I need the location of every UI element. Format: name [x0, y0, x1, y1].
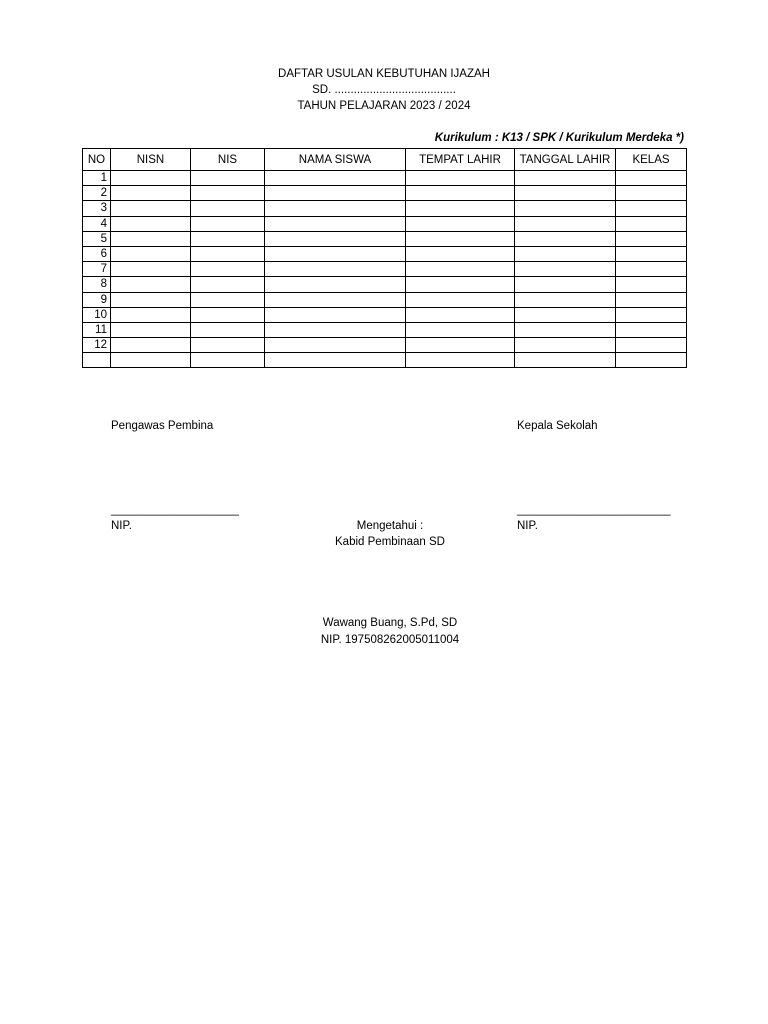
- row-number-cell: 7: [83, 262, 111, 277]
- column-header: KELAS: [616, 149, 687, 171]
- empty-cell: [406, 338, 515, 353]
- table-row: [83, 277, 687, 292]
- empty-cell: [111, 246, 191, 261]
- empty-cell: [515, 171, 616, 186]
- empty-cell: [616, 231, 687, 246]
- empty-cell: [515, 322, 616, 337]
- empty-cell: [265, 201, 406, 216]
- empty-cell: [265, 292, 406, 307]
- principal-nip: NIP.: [517, 520, 538, 532]
- empty-cell: [406, 277, 515, 292]
- empty-cell: [406, 186, 515, 201]
- academic-year: TAHUN PELAJARAN 2023 / 2024: [297, 100, 471, 112]
- empty-cell: [111, 353, 191, 368]
- empty-cell: [265, 338, 406, 353]
- empty-cell: [406, 201, 515, 216]
- table-header-row: [83, 149, 687, 171]
- row-number-cell: 6: [83, 246, 111, 261]
- row-number-cell: 11: [83, 322, 111, 337]
- empty-cell: [191, 277, 265, 292]
- empty-cell: [191, 262, 265, 277]
- row-number-cell: 2: [83, 186, 111, 201]
- empty-cell: [616, 201, 687, 216]
- empty-cell: [406, 262, 515, 277]
- empty-cell: [515, 246, 616, 261]
- empty-cell: [515, 338, 616, 353]
- student-table: [82, 148, 687, 368]
- empty-cell: [111, 262, 191, 277]
- empty-cell: [191, 353, 265, 368]
- empty-cell: [111, 277, 191, 292]
- empty-cell: [406, 246, 515, 261]
- row-number-cell: 1: [83, 171, 111, 186]
- table-row: [83, 307, 687, 322]
- empty-cell: [515, 277, 616, 292]
- table-row: [83, 322, 687, 337]
- empty-cell: [515, 292, 616, 307]
- principal-title: Kepala Sekolah: [517, 420, 598, 432]
- school-name-line: SD. ......................................: [312, 84, 456, 96]
- empty-cell: [191, 186, 265, 201]
- supervisor-title: Pengawas Pembina: [111, 420, 214, 432]
- empty-cell: [191, 171, 265, 186]
- table-row: [83, 353, 687, 368]
- row-number-cell: 8: [83, 277, 111, 292]
- empty-cell: [616, 307, 687, 322]
- empty-cell: [406, 231, 515, 246]
- table-row: [83, 292, 687, 307]
- empty-cell: [191, 246, 265, 261]
- empty-cell: [265, 246, 406, 261]
- empty-cell: [406, 292, 515, 307]
- empty-cell: [111, 231, 191, 246]
- row-number-cell: 3: [83, 201, 111, 216]
- empty-cell: [515, 201, 616, 216]
- empty-cell: [191, 307, 265, 322]
- row-number-cell: 10: [83, 307, 111, 322]
- table-row: [83, 338, 687, 353]
- empty-cell: [515, 353, 616, 368]
- empty-cell: [616, 277, 687, 292]
- empty-cell: [406, 322, 515, 337]
- empty-cell: [191, 292, 265, 307]
- empty-cell: [616, 338, 687, 353]
- table-body: [83, 171, 687, 368]
- empty-cell: [515, 307, 616, 322]
- empty-cell: [616, 262, 687, 277]
- document-title: DAFTAR USULAN KEBUTUHAN IJAZAH: [278, 68, 490, 80]
- column-header: NISN: [111, 149, 191, 171]
- empty-cell: [616, 216, 687, 231]
- row-number-cell: 5: [83, 231, 111, 246]
- empty-cell: [191, 322, 265, 337]
- column-header: TEMPAT LAHIR: [406, 149, 515, 171]
- official-name: Wawang Buang, S.Pd, SD: [322, 617, 458, 629]
- empty-cell: [616, 292, 687, 307]
- row-number-cell: 12: [83, 338, 111, 353]
- table-row: [83, 246, 687, 261]
- row-number-cell: 4: [83, 216, 111, 231]
- empty-cell: [111, 307, 191, 322]
- empty-cell: [265, 307, 406, 322]
- table-row: [83, 216, 687, 231]
- table-row: [83, 231, 687, 246]
- empty-cell: [265, 186, 406, 201]
- curriculum-note: Kurikulum : K13 / SPK / Kurikulum Merdeka *): [434, 132, 684, 144]
- acknowledge-role: Kabid Pembinaan SD: [335, 536, 445, 548]
- empty-cell: [616, 186, 687, 201]
- empty-cell: [616, 322, 687, 337]
- empty-cell: [616, 171, 687, 186]
- empty-cell: [265, 171, 406, 186]
- empty-cell: [111, 338, 191, 353]
- empty-cell: [616, 246, 687, 261]
- empty-cell: [406, 307, 515, 322]
- empty-cell: [265, 277, 406, 292]
- empty-cell: [515, 262, 616, 277]
- empty-cell: [111, 201, 191, 216]
- empty-cell: [406, 216, 515, 231]
- row-number-cell: 9: [83, 292, 111, 307]
- principal-signature-line: ________________________: [517, 504, 671, 516]
- empty-cell: [111, 171, 191, 186]
- supervisor-nip: NIP.: [111, 520, 132, 532]
- empty-cell: [111, 186, 191, 201]
- column-header: NIS: [191, 149, 265, 171]
- empty-cell: [406, 353, 515, 368]
- empty-cell: [265, 353, 406, 368]
- empty-cell: [265, 216, 406, 231]
- empty-cell: [111, 322, 191, 337]
- row-number-cell: [83, 353, 111, 368]
- empty-cell: [406, 171, 515, 186]
- empty-cell: [191, 216, 265, 231]
- table-row: [83, 262, 687, 277]
- empty-cell: [265, 262, 406, 277]
- empty-cell: [265, 322, 406, 337]
- official-nip: NIP. 197508262005011004: [320, 634, 460, 646]
- empty-cell: [111, 292, 191, 307]
- empty-cell: [191, 201, 265, 216]
- supervisor-signature-line: ____________________: [111, 504, 239, 516]
- empty-cell: [111, 216, 191, 231]
- column-header: NO: [83, 149, 111, 171]
- table-row: [83, 171, 687, 186]
- empty-cell: [265, 231, 406, 246]
- empty-cell: [515, 216, 616, 231]
- empty-cell: [191, 231, 265, 246]
- column-header: TANGGAL LAHIR: [515, 149, 616, 171]
- empty-cell: [515, 186, 616, 201]
- acknowledge-label: Mengetahui :: [356, 520, 424, 532]
- table-row: [83, 201, 687, 216]
- table-row: [83, 186, 687, 201]
- empty-cell: [191, 338, 265, 353]
- empty-cell: [616, 353, 687, 368]
- empty-cell: [515, 231, 616, 246]
- column-header: NAMA SISWA: [265, 149, 406, 171]
